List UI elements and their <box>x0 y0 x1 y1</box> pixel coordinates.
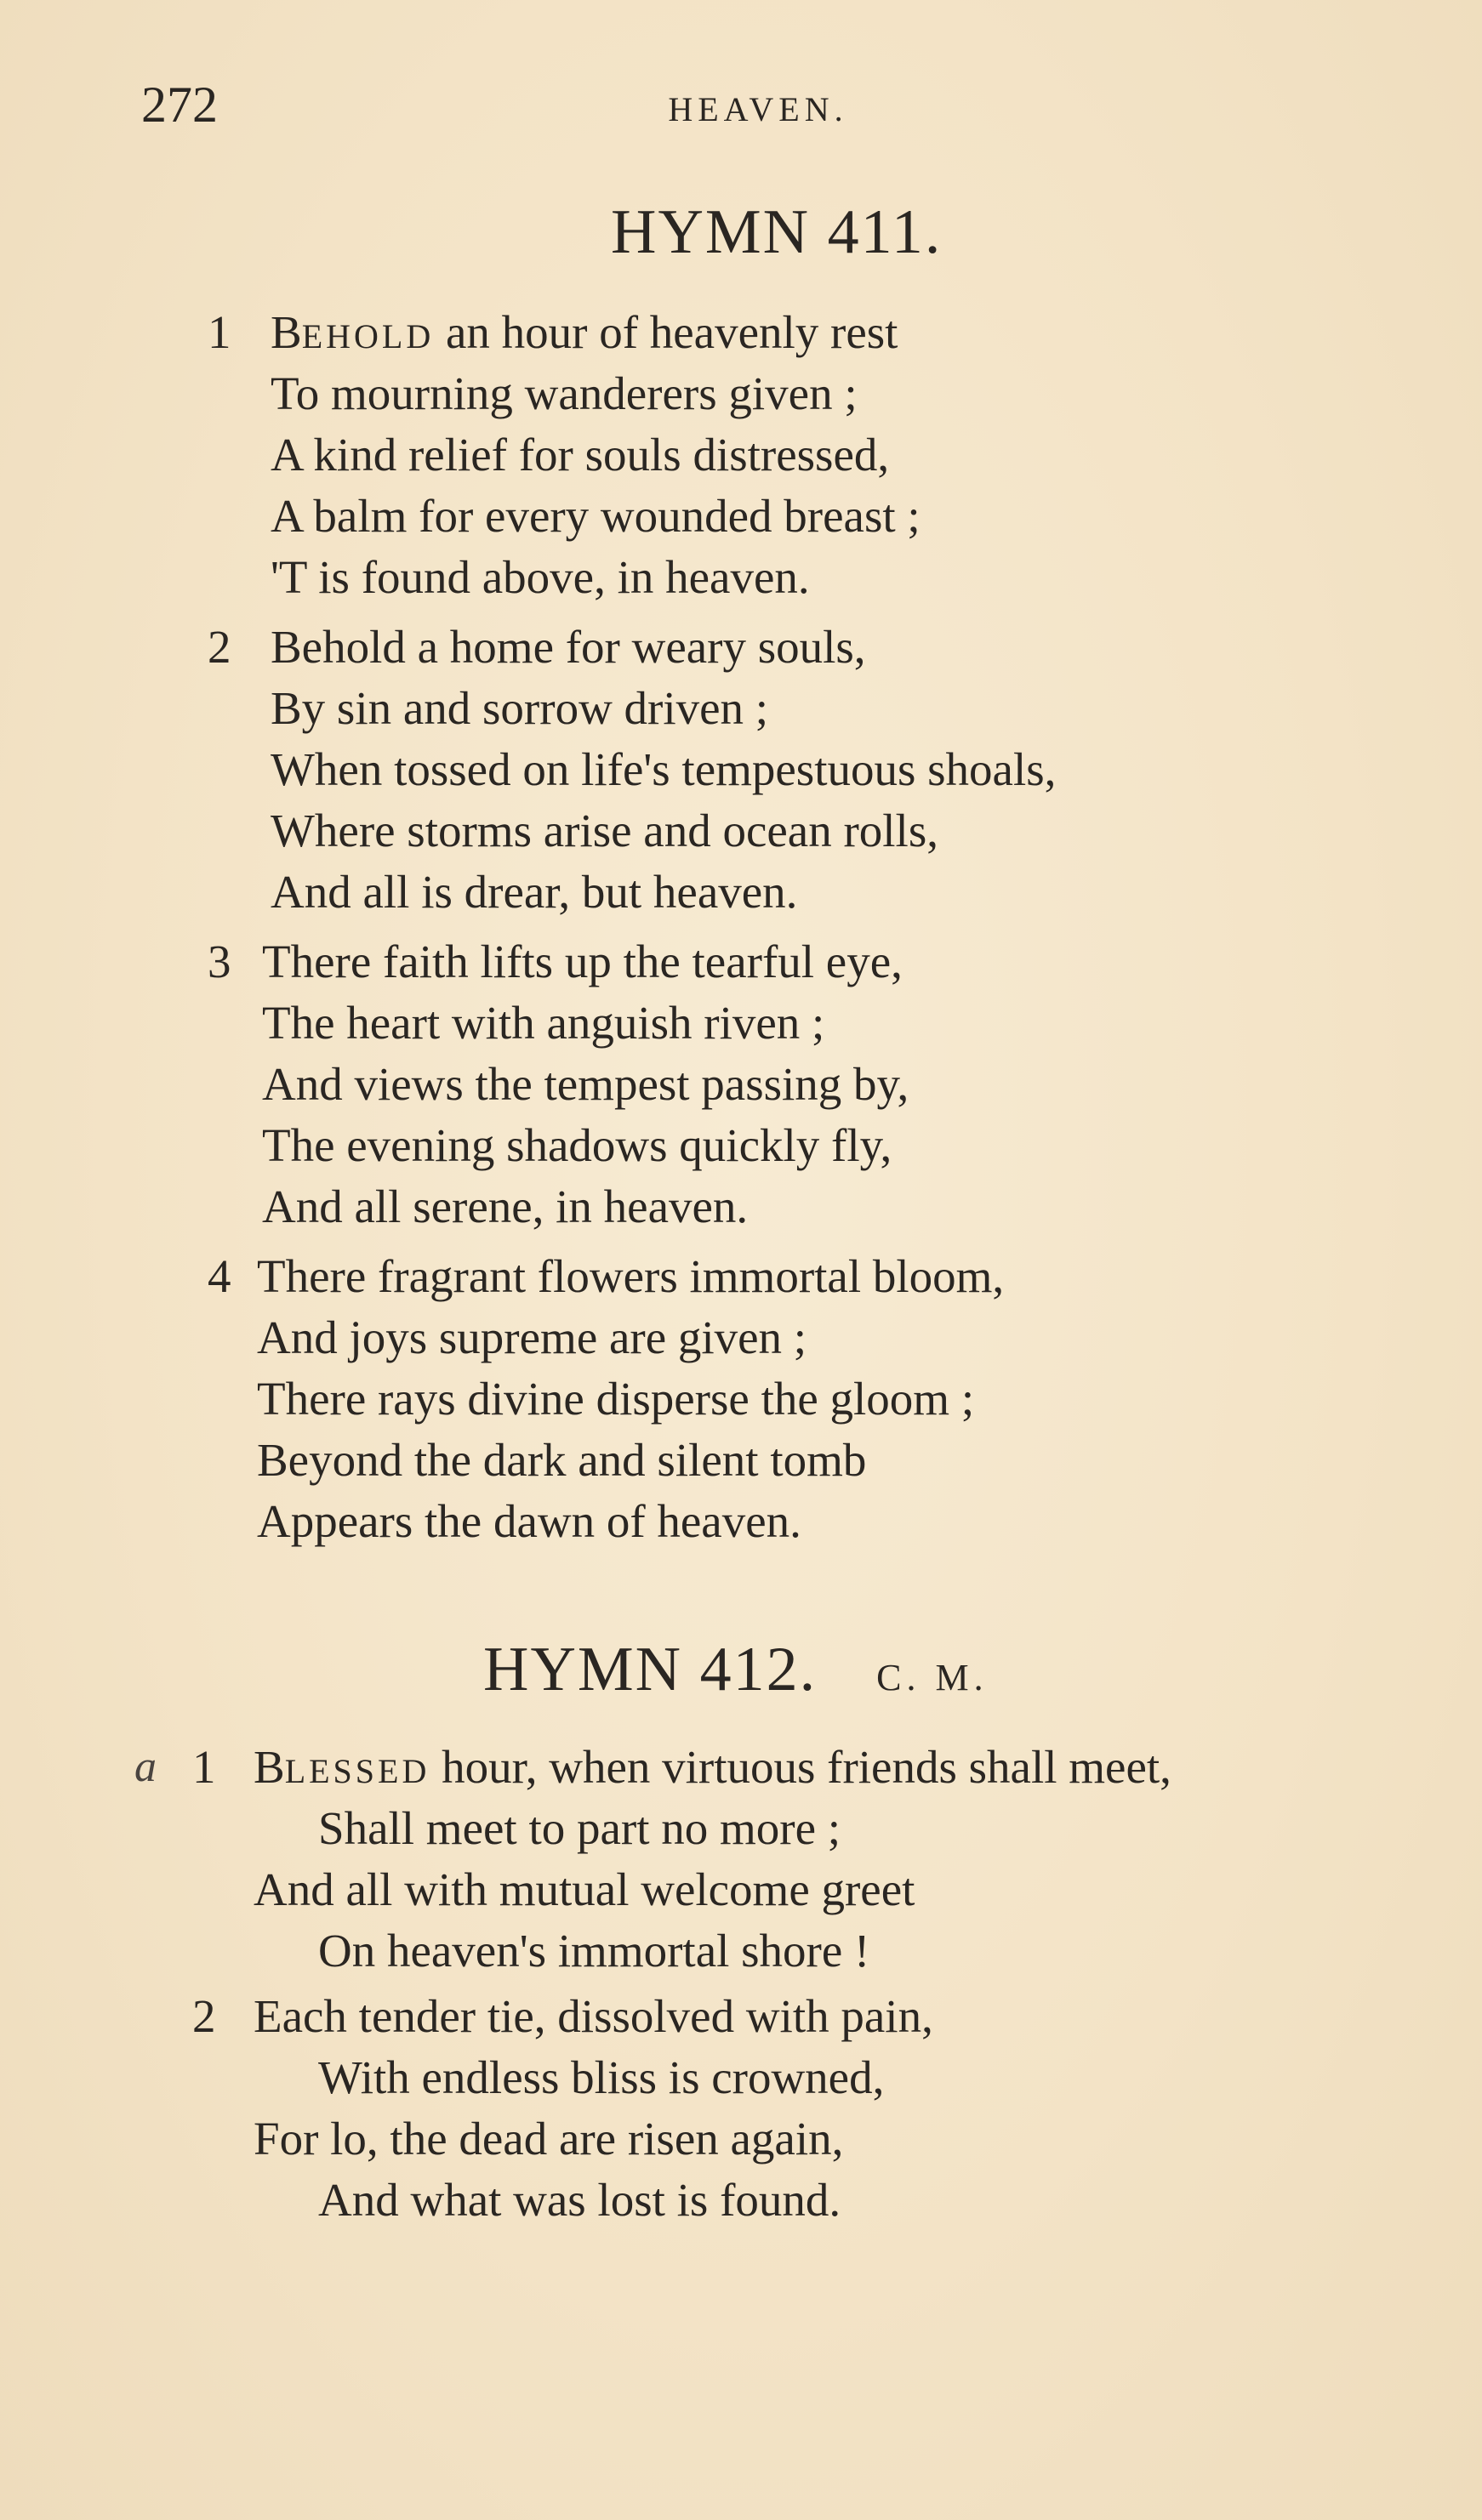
line-text: hour, when virtuous friends shall meet, <box>430 1741 1171 1793</box>
verse-line: Where storms arise and ocean rolls, <box>271 805 938 856</box>
hymn-title-text: HYMN 412. <box>483 1635 818 1704</box>
verse-line: Beyond the dark and silent tomb <box>257 1434 867 1486</box>
verse-number: 1 <box>208 306 231 358</box>
verse-line: A balm for every wounded breast ; <box>271 490 921 542</box>
hymn-title <box>611 196 942 269</box>
small-caps-rest: LESSED <box>284 1752 430 1790</box>
verse-line: There rays divine disperse the gloom ; <box>257 1373 975 1425</box>
verse-line: And all with mutual welcome greet <box>254 1863 915 1915</box>
verse-line: The evening shadows quickly fly, <box>262 1119 892 1171</box>
verse-line: And views the tempest passing by, <box>262 1058 909 1110</box>
verse-line: There fragrant flowers immortal bloom, <box>257 1250 1005 1302</box>
verse-line: And what was lost is found. <box>318 2174 841 2226</box>
verse-line: Behold a home for weary souls, <box>271 621 866 673</box>
verse-line: 'T is found above, in heaven. <box>271 551 810 603</box>
verse-line: Shall meet to part no more ; <box>318 1802 841 1854</box>
verse-line: And joys supreme are given ; <box>257 1311 807 1363</box>
verse-number: 3 <box>208 936 231 987</box>
line-text: an hour of heavenly rest <box>434 306 898 358</box>
running-head: HEAVEN. <box>668 90 848 128</box>
verse-line: When tossed on life's tempestuous shoals, <box>271 743 1057 795</box>
verse-line: And all serene, in heaven. <box>262 1180 749 1232</box>
page-number: 272 <box>141 77 218 133</box>
verse-line: And all is drear, but heaven. <box>271 866 798 918</box>
verse-line: Appears the dawn of heaven. <box>257 1495 801 1547</box>
small-caps-initial: B <box>254 1741 285 1793</box>
small-caps-rest: EHOLD <box>301 317 435 356</box>
verse-line: For lo, the dead are risen again, <box>254 2113 844 2164</box>
verse-line <box>254 1737 1171 1798</box>
small-caps-initial: B <box>271 306 302 358</box>
verse-line: The heart with anguish riven ; <box>262 997 825 1049</box>
verse-line: Each tender tie, dissolved with pain, <box>254 1990 933 2042</box>
verse-line: On heaven's immortal shore ! <box>318 1925 870 1977</box>
hymn-title-text: HYMN 411. <box>611 197 943 267</box>
hymn-title <box>483 1633 989 1715</box>
verse-line <box>271 302 898 363</box>
verse-line: A kind relief for souls distressed, <box>271 429 890 481</box>
verse-line: To mourning wanderers given ; <box>271 367 858 419</box>
verse-line: There faith lifts up the tearful eye, <box>262 936 903 987</box>
verse-number: 2 <box>208 621 231 673</box>
verse-line: With endless bliss is crowned, <box>318 2051 885 2103</box>
verse-line: By sin and sorrow driven ; <box>271 682 769 734</box>
dynamic-mark: a <box>134 1743 157 1791</box>
verse-number: 1 <box>192 1741 216 1793</box>
verse-number: 4 <box>208 1250 231 1302</box>
verse-number: 2 <box>192 1990 216 2042</box>
hymn-meter: C. M. <box>876 1657 989 1698</box>
